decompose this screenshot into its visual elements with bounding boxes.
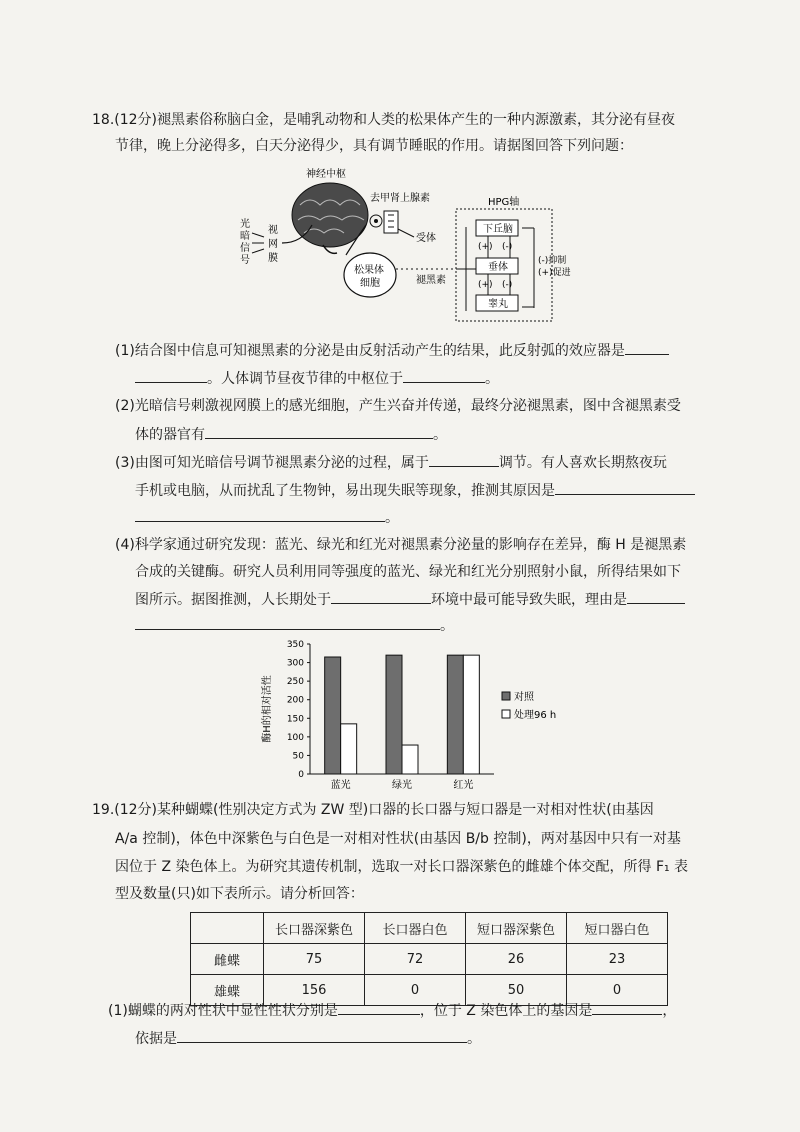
- q18-p3-line-c: [135, 507, 399, 528]
- label-hpg-axis: HPG轴: [488, 197, 520, 208]
- bar-0: [386, 655, 402, 774]
- brain-icon: [292, 183, 368, 253]
- q18-p2-end: 。: [433, 427, 447, 443]
- y-tick-label: 350: [286, 640, 304, 650]
- q19-p1-line-b: [135, 1028, 481, 1049]
- q18-p4-line-a: (4)科学家通过研究发现：蓝光、绿光和红光对褪黑素分泌量的影响存在差异，酶 H 是褪黑素: [115, 537, 687, 553]
- q18-p1-text-b: 。人体调节昼夜节律的中枢位于: [207, 371, 403, 387]
- table-cell: 50: [466, 975, 567, 1006]
- answer-blank-reason-1[interactable]: [627, 589, 685, 604]
- table-header-cell: 短口器白色: [567, 913, 668, 944]
- answer-blank-regulation-type[interactable]: [429, 452, 499, 467]
- table-row: [191, 944, 668, 975]
- q19-p1-end: 。: [467, 1031, 481, 1047]
- answer-blank-light-env[interactable]: [331, 589, 431, 604]
- legend-promote: (+)促进: [538, 268, 571, 278]
- legend-label: 对照: [514, 692, 534, 703]
- light-signal-2: 暗: [240, 231, 250, 242]
- bar-1: [341, 724, 357, 774]
- answer-blank-receptor-organs[interactable]: [205, 424, 433, 439]
- q18-p4-line-b: 合成的关键酶。研究人员利用同等强度的蓝光、绿光和红光分别照射小鼠，所得结果如下: [135, 564, 681, 580]
- legend-inhibit: (-)抑制: [538, 256, 567, 266]
- y-tick-label: 150: [286, 714, 304, 725]
- label-melatonin: 褪黑素: [416, 275, 446, 286]
- y-axis-label: 酶H的相对活性: [262, 675, 273, 743]
- table-cell: 75: [264, 944, 365, 975]
- minus-1: (-): [502, 242, 513, 252]
- q18-line2: 节律，晚上分泌得多，白天分泌得少，具有调节睡眠的作用。请据图回答下列问题：: [115, 138, 633, 154]
- enzyme-h-bar-chart: [258, 636, 558, 796]
- bar-1: [463, 655, 479, 774]
- q19-line2: A/a 控制)，体色中深紫色与白色是一对相对性状(由基因 B/b 控制)，两对基因中只有一对基: [115, 831, 681, 847]
- q19-p1-text-b: 依据是: [135, 1031, 177, 1047]
- q19-line3: 因位于 Z 染色体上。为研究其遗传机制，选取一对长口器深紫色的雌雄个体交配，所得 F₁ 表: [115, 859, 689, 875]
- plus-2: (+): [478, 280, 493, 290]
- light-signal-3: 信: [240, 243, 250, 254]
- table-cell: 23: [567, 944, 668, 975]
- table-header-cell: 短口器深紫色: [466, 913, 567, 944]
- light-signal-4: 号: [240, 255, 250, 266]
- q18-p1-end: 。: [485, 371, 499, 387]
- answer-blank-insomnia-reason-1[interactable]: [555, 480, 695, 495]
- q19-line4: 型及数量(只)如下表所示。请分析回答：: [115, 886, 364, 902]
- label-nerve-center: 神经中枢: [306, 169, 346, 180]
- bar-1: [402, 745, 418, 774]
- y-tick-label: 300: [286, 658, 304, 669]
- label-receptor: 受体: [416, 233, 436, 244]
- q18-p3-text-b: 手机或电脑，从而扰乱了生物钟，易出现失眠等现象，推测其原因是: [135, 483, 555, 499]
- retina-3: 膜: [268, 253, 278, 264]
- q18-p2-line-a: (2)光暗信号刺激视网膜上的感光细胞，产生兴奋并传递，最终分泌褪黑素，图中含褪黑素受: [115, 398, 681, 414]
- legend-swatch: [502, 710, 510, 718]
- q18-p4-end: 。: [440, 618, 454, 634]
- x-tick-label: 红光: [453, 780, 474, 791]
- q19-line1: 19.(12分)某种蝴蝶(性别决定方式为 ZW 型)口器的长口器与短口器是一对相对性状(由基因: [92, 802, 654, 818]
- y-tick-label: 250: [286, 677, 304, 688]
- label-hypothalamus: 下丘脑: [483, 224, 513, 235]
- answer-blank-basis[interactable]: [177, 1028, 467, 1043]
- q18-p3-end: 。: [385, 510, 399, 526]
- table-header-cell: [191, 913, 264, 944]
- plus-1: (+): [478, 242, 493, 252]
- table-cell: 26: [466, 944, 567, 975]
- q18-p3-text-a2: 调节。有人喜欢长期熬夜玩: [498, 455, 667, 471]
- q18-p3-text-a: (3)由图可知光暗信号调节褪黑素分泌的过程，属于: [115, 455, 429, 471]
- answer-blank-rhythm-center[interactable]: [403, 368, 485, 383]
- q19-p1-text-a3: ，: [662, 1003, 677, 1019]
- answer-blank-effector-2[interactable]: [135, 368, 207, 383]
- table-cell: 雌蝶: [191, 944, 264, 975]
- bar-0: [325, 657, 341, 774]
- table-cell: 0: [365, 975, 466, 1006]
- answer-blank-effector-1[interactable]: [625, 340, 669, 355]
- table-cell: 156: [264, 975, 365, 1006]
- q18-p4-line-c: [135, 589, 685, 610]
- light-arrows-icon: [252, 233, 264, 253]
- melatonin-diagram: [238, 165, 610, 325]
- table-cell: 雄蝶: [191, 975, 264, 1006]
- q18-p3-line-b: [135, 480, 695, 501]
- label-testis: 睾丸: [488, 299, 508, 310]
- y-tick-label: 0: [298, 770, 304, 780]
- pineal-label-1: 松果体: [354, 265, 384, 276]
- answer-blank-dominant-traits[interactable]: [338, 1000, 420, 1015]
- q19-p1-line-a: [108, 1000, 676, 1021]
- q18-p2-line-b: [135, 424, 447, 445]
- q18-p3-line-a: [115, 452, 667, 473]
- legend-label: 处理96 h: [514, 710, 557, 721]
- answer-blank-z-gene[interactable]: [592, 1000, 662, 1015]
- table-header-row: [191, 913, 668, 944]
- bar-0: [447, 655, 463, 774]
- light-signal-1: 光: [240, 219, 250, 230]
- table-header-cell: 长口器白色: [365, 913, 466, 944]
- q18-p2-text-b: 体的器官有: [135, 427, 205, 443]
- retina-1: 视: [268, 225, 278, 236]
- label-norepinephrine: 去甲肾上腺素: [370, 193, 430, 204]
- answer-blank-reason-2[interactable]: [135, 615, 440, 630]
- table-header-cell: 长口器深紫色: [264, 913, 365, 944]
- answer-blank-insomnia-reason-2[interactable]: [135, 507, 385, 522]
- y-tick-label: 100: [286, 732, 304, 743]
- retina-2: 网: [268, 239, 278, 250]
- q18-line1: 18.(12分)褪黑素俗称脑白金，是哺乳动物和人类的松果体产生的一种内源激素，其分泌有昼夜: [92, 112, 676, 128]
- minus-2: (-): [502, 280, 513, 290]
- pineal-label-2: 细胞: [360, 278, 380, 289]
- legend-swatch: [502, 692, 510, 700]
- q18-p4-line-d: [135, 615, 454, 636]
- table-cell: 72: [365, 944, 466, 975]
- label-pituitary: 垂体: [488, 262, 508, 273]
- x-tick-label: 绿光: [392, 780, 412, 791]
- q18-p1-text-a: (1)结合图中信息可知褪黑素的分泌是由反射活动产生的结果，此反射弧的效应器是: [115, 343, 625, 359]
- f1-phenotype-table: [190, 912, 668, 1006]
- q18-p1-line-b: [135, 368, 499, 389]
- q18-p1-line-a: [115, 340, 669, 361]
- x-tick-label: 蓝光: [330, 780, 351, 791]
- q18-p4-text-c2: 环境中最可能导致失眠，理由是: [431, 592, 627, 608]
- y-tick-label: 200: [286, 695, 304, 706]
- q18-p4-text-c: 图所示。据图推测，人长期处于: [135, 592, 331, 608]
- q19-p1-text-a2: ，位于 Z 染色体上的基因是: [419, 1003, 593, 1019]
- table-cell: 0: [567, 975, 668, 1006]
- y-tick-label: 50: [292, 751, 304, 762]
- feedback-bracket: [522, 228, 534, 308]
- q19-p1-text-a: (1)蝴蝶的两对性状中显性性状分别是: [108, 1003, 338, 1019]
